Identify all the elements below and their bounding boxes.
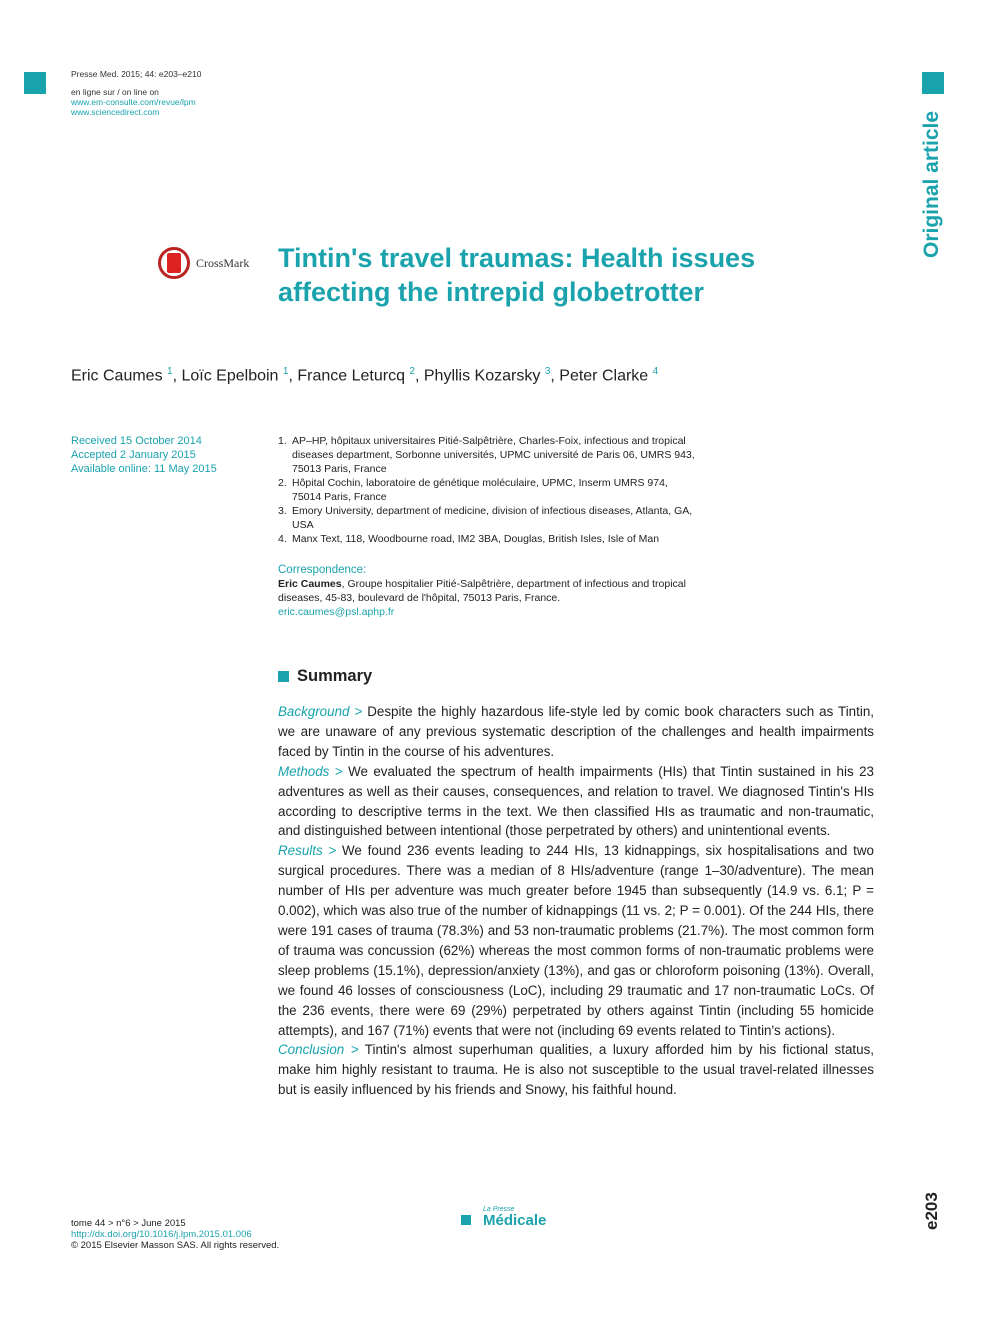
- abstract-background: Background > Despite the highly hazardous life-style led by comic book characters such as Tintin, we are unaware of any previous systematic description of the challenges and health impairments faced by Tintin in the course of his adventures.: [278, 704, 874, 759]
- doi-link[interactable]: http://dx.doi.org/10.1016/j.lpm.2015.01.006: [71, 1229, 252, 1240]
- abstract: [278, 702, 874, 1100]
- affiliation-list: [278, 434, 698, 546]
- author: France Leturcq: [297, 367, 405, 385]
- square-bullet-icon: [461, 1215, 471, 1225]
- correspondence-label: Correspondence:: [278, 564, 367, 576]
- list-item: 3. Emory University, department of medicine, division of infectious diseases, Atlanta, GA, USA: [278, 505, 693, 531]
- article-title: Tintin's travel traumas: Health issues affecting the intrepid globetrotter: [278, 243, 756, 307]
- citation: Presse Med. 2015; 44: e203–e210: [71, 69, 202, 79]
- abstract-conclusion: Conclusion > Tintin's almost superhuman qualities, a luxury afforded him by his fictional status, make him highly resistant to trauma. He is also not susceptible to the usual travel-related illnesses but is easily influenced by his friends and Snowy, his faithful hound.: [278, 1042, 874, 1098]
- journal-logo: [461, 1206, 546, 1228]
- author: Eric Caumes: [71, 367, 163, 385]
- correspondence-name: Eric Caumes: [278, 578, 342, 590]
- journal-header: [71, 69, 201, 117]
- online-date: Available online: 11 May 2015: [71, 463, 217, 475]
- article-type-label: Original article: [920, 110, 943, 258]
- abstract-methods: Methods > We evaluated the spectrum of health impairments (HIs) that Tintin sustained in his 23 adventures as well as their causes, consequences, and relation to travel. We diagnosed Tintin's HIs according to descriptive terms in the text. We then classified HIs as traumatic and non-traumatic, and distinguished between intentional (those perpetrated by others) and unintentional events.: [278, 763, 874, 839]
- copyright: © 2015 Elsevier Masson SAS. All rights reserved.: [71, 1240, 280, 1251]
- summary-heading: Summary: [278, 667, 372, 686]
- list-item: 2. Hôpital Cochin, laboratoire de génétique moléculaire, UPMC, Inserm UMRS 974, 75014 Paris, France: [278, 477, 668, 503]
- crossmark-label: CrossMark: [196, 255, 250, 270]
- corner-marker-right: [922, 72, 944, 94]
- author-list: Eric Caumes $^1$, Loïc Epelboin $^1$, France Leturcq $^2$, Phyllis Kozarsky $^3$, Peter Clarke $^4$: [71, 366, 659, 385]
- list-item: 1. AP–HP, hôpitaux universitaires Pitié-Salpêtrière, Charles-Foix, infectious and tropical diseases department, Sorbonne universités, UPMC université de Paris 06, UMRS 943, 75013 Paris, France: [278, 435, 695, 475]
- corner-marker-left: [24, 72, 46, 94]
- article-dates: [71, 434, 217, 476]
- author: Phyllis Kozarsky: [423, 367, 541, 385]
- online-label: en ligne sur / on line on: [71, 87, 159, 97]
- page-footer: [71, 1218, 279, 1251]
- page-number: e203: [922, 1192, 941, 1230]
- url-sciencedirect[interactable]: www.sciencedirect.com: [71, 107, 160, 117]
- accepted-date: Accepted 2 January 2015: [71, 449, 196, 461]
- list-item: 4. Manx Text, 118, Woodbourne road, IM2 3BA, Douglas, British Isles, Isle of Man: [278, 533, 660, 545]
- url-em-consulte[interactable]: www.em-consulte.com/revue/lpm: [71, 97, 196, 107]
- author: Peter Clarke: [559, 367, 649, 385]
- crossmark-badge[interactable]: [158, 245, 268, 281]
- received-date: Received 15 October 2014: [71, 435, 202, 447]
- author: Loïc Epelboin: [181, 367, 279, 385]
- correspondence-email[interactable]: eric.caumes@psl.aphp.fr: [278, 606, 395, 618]
- correspondence: [278, 563, 698, 619]
- square-bullet-icon: [278, 671, 289, 682]
- issue-info: tome 44 > n°6 > June 2015: [71, 1218, 186, 1229]
- journal-logo-name: Médicale: [483, 1212, 547, 1229]
- abstract-results: Results > We found 236 events leading to 244 HIs, 13 kidnappings, six hospitalisations and two surgical procedures. There was a median of 8 HIs/adventure (range 1–30/adventure). The mean number of HIs per adventure was much greater before 1945 than subsequently (14.9 vs. 6.1; P = 0.002), which was also true of the number of kidnappings (11 vs. 2; P = 0.001). Of the 244 HIs, there were 191 cases of trauma (78.3%) and 53 non-traumatic problems (21.7%). The most common form of trauma was concussion (62%) whereas the most common forms of non-traumatic problems were sleep problems (15.1%), depression/anxiety (13%), and gas or chloroform poisoning (13%). Overall, we found 46 losses of consciousness (LoC), including 29 traumatic and 17 non-traumatic LoCs. Of the 236 events, there were 69 (29%) perpetrated by others against Tintin (including 55 homicide attempts), and 167 (71%) events that were not (including 69 events related to Tintin's actions).: [278, 843, 874, 1038]
- journal-logo-small: La Presse: [483, 1206, 515, 1213]
- crossmark-icon: [158, 247, 190, 279]
- correspondence-address: , Groupe hospitalier Pitié-Salpêtrière, department of infectious and tropical diseases, 45-83, boulevard de l'hôpital, 75013 Paris, France.: [278, 578, 686, 604]
